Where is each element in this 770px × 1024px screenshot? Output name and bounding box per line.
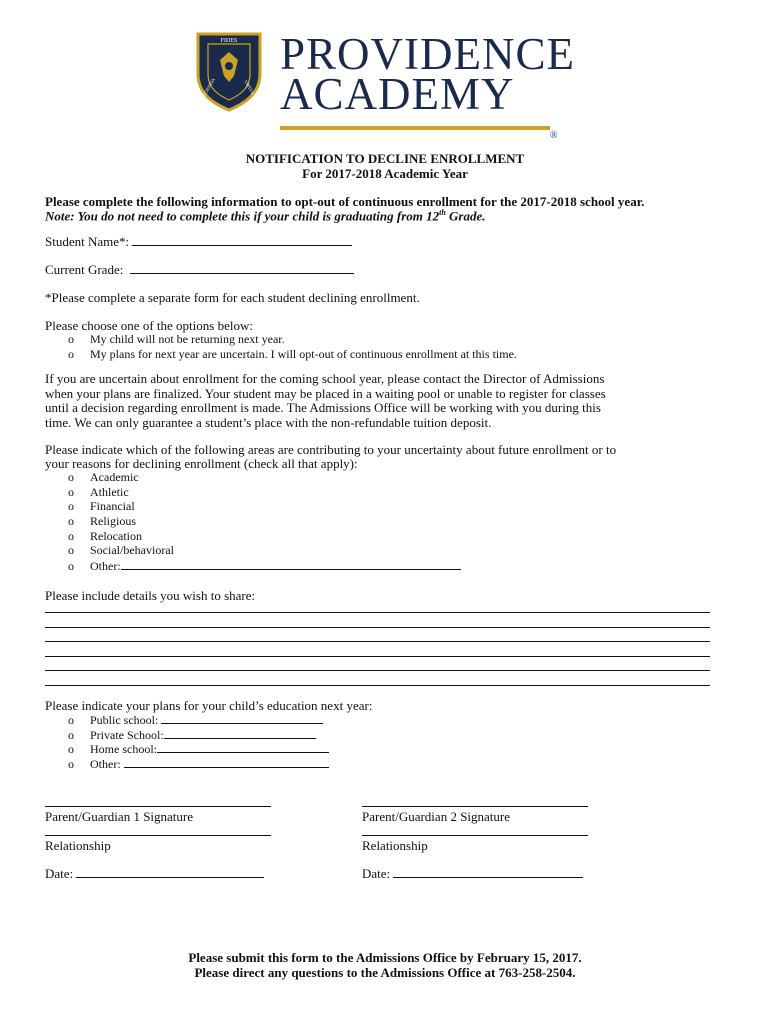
details-line[interactable] <box>45 641 710 642</box>
current-grade-line[interactable] <box>130 262 354 274</box>
checkbox-bullet[interactable]: o <box>68 514 74 528</box>
student-name-line[interactable] <box>132 234 352 246</box>
date2-line[interactable] <box>393 866 583 878</box>
current-grade-field[interactable] <box>45 262 354 278</box>
logo-name-line2: ACADEMY <box>280 69 515 119</box>
plan-label: Other: <box>90 757 121 771</box>
details-line[interactable] <box>45 627 710 628</box>
reason-label: Academic <box>90 470 139 484</box>
reason-other-line[interactable] <box>121 558 461 570</box>
guardian2-signature-line[interactable] <box>362 806 588 807</box>
note-text: Note: You do not need to complete this if your child is graduating from 12 <box>45 208 440 224</box>
plan-label: Public school: <box>90 713 159 727</box>
plan-other-line[interactable] <box>124 756 329 768</box>
paragraph-line: If you are uncertain about enrollment for the coming school year, please contact the Director of Admissions <box>45 371 605 386</box>
student-name-field[interactable] <box>45 234 352 250</box>
academy-logo <box>194 29 584 141</box>
crest-word-right: VIRTUS <box>243 79 256 96</box>
reason-label: Social/behavioral <box>90 543 174 557</box>
option-label: My plans for next year are uncertain. I will opt-out of continuous enrollment at this time. <box>90 347 517 361</box>
relationship2-label: Relationship <box>362 838 428 853</box>
graduation-note <box>45 208 486 224</box>
plan-public-line[interactable] <box>161 712 323 724</box>
form-title: NOTIFICATION TO DECLINE ENROLLMENT <box>245 151 525 166</box>
date1-label: Date: <box>45 866 74 881</box>
paragraph-line: when your plans are finalized. Your student may be placed in a waiting pool or unable to register for classes <box>45 385 606 401</box>
checkbox-bullet[interactable]: o <box>68 728 74 742</box>
plan-other[interactable] <box>68 756 329 772</box>
reason-label: Financial <box>90 499 135 513</box>
checkbox-bullet[interactable]: o <box>68 499 74 513</box>
guardian1-signature-line[interactable] <box>45 806 271 807</box>
questions-contact: Please direct any questions to the Admissions Office at 763-258-2504. <box>194 965 576 980</box>
reason-athletic[interactable] <box>68 485 129 500</box>
reason-label: Athletic <box>90 485 129 499</box>
checkbox-bullet[interactable]: o <box>68 543 74 557</box>
checkbox-bullet[interactable]: o <box>68 485 74 499</box>
reason-label: Religious <box>90 514 137 528</box>
logo-name-line1: PROVIDENCE <box>280 29 576 79</box>
plan-home-line[interactable] <box>157 741 329 753</box>
reason-social[interactable] <box>68 543 174 558</box>
date2-label: Date: <box>362 866 391 881</box>
reason-academic[interactable] <box>68 470 139 485</box>
checkbox-bullet[interactable]: o <box>68 559 74 573</box>
guardian2-signature-label: Parent/Guardian 2 Signature <box>362 809 511 824</box>
relationship1-label: Relationship <box>45 838 111 853</box>
details-line[interactable] <box>45 670 710 671</box>
note-text-end: Grade. <box>445 208 486 224</box>
date1-field[interactable] <box>45 866 264 882</box>
checkbox-bullet[interactable]: o <box>68 742 74 756</box>
note-superscript: th <box>439 208 446 217</box>
choose-prompt: Please choose one of the options below: <box>45 318 253 333</box>
reason-religious[interactable] <box>68 514 136 529</box>
relationship2-line[interactable] <box>362 835 588 836</box>
reasons-prompt-line2: your reasons for declining enrollment (check all that apply): <box>45 456 358 471</box>
date1-line[interactable] <box>76 866 264 878</box>
submit-deadline: Please submit this form to the Admissions Office by February 15, 2017. <box>188 950 582 965</box>
plan-private-line[interactable] <box>164 727 316 739</box>
relationship1-line[interactable] <box>45 835 271 836</box>
checkbox-bullet[interactable]: o <box>68 713 74 727</box>
option-uncertain[interactable] <box>68 347 517 362</box>
reason-financial[interactable] <box>68 499 135 514</box>
details-line[interactable] <box>45 685 710 686</box>
separate-form-note: *Please complete a separate form for each student declining enrollment. <box>45 290 420 305</box>
radio-bullet[interactable]: o <box>68 332 74 346</box>
checkbox-bullet[interactable]: o <box>68 757 74 771</box>
details-prompt: Please include details you wish to share: <box>45 588 256 603</box>
plan-public-school[interactable] <box>68 712 323 728</box>
reason-label: Relocation <box>90 529 142 543</box>
radio-bullet[interactable]: o <box>68 347 74 361</box>
date2-field[interactable] <box>362 866 583 882</box>
student-name-label: Student Name*: <box>45 234 130 249</box>
details-line[interactable] <box>45 612 710 613</box>
registered-mark: ® <box>550 130 558 141</box>
crest-word-left: SCIENTIA <box>201 77 216 98</box>
current-grade-label: Current Grade: <box>45 262 124 277</box>
crest-icon <box>194 30 264 112</box>
logo-gold-bar <box>280 126 550 130</box>
reasons-prompt-line1: Please indicate which of the following areas are contributing to your uncertainty about future enrollment or to <box>45 442 617 457</box>
reason-label: Other: <box>90 559 121 573</box>
option-label: My child will not be returning next year. <box>90 332 285 346</box>
paragraph-line: time. We can only guarantee a student’s place with the non-refundable tuition deposit. <box>45 414 492 430</box>
reason-relocation[interactable] <box>68 529 142 544</box>
guardian1-signature-label: Parent/Guardian 1 Signature <box>45 809 194 824</box>
checkbox-bullet[interactable]: o <box>68 529 74 543</box>
paragraph-line: until a decision regarding enrollment is made. The Admissions Office will be working with you during this <box>45 400 601 415</box>
reason-other[interactable] <box>68 558 461 574</box>
plan-home-school[interactable] <box>68 741 329 757</box>
plans-prompt: Please indicate your plans for your child’s education next year: <box>45 698 373 713</box>
plan-label: Private School: <box>90 728 164 742</box>
checkbox-bullet[interactable]: o <box>68 470 74 484</box>
uncertain-paragraph <box>45 372 725 430</box>
form-subtitle: For 2017-2018 Academic Year <box>302 166 468 181</box>
details-line[interactable] <box>45 656 710 657</box>
crest-word-top: FIDES <box>220 38 238 44</box>
instruction-text: Please complete the following information to opt-out of continuous enrollment for the 2017-2018 school year. <box>45 194 645 209</box>
option-not-returning[interactable] <box>68 332 285 347</box>
plan-label: Home school: <box>90 742 157 756</box>
